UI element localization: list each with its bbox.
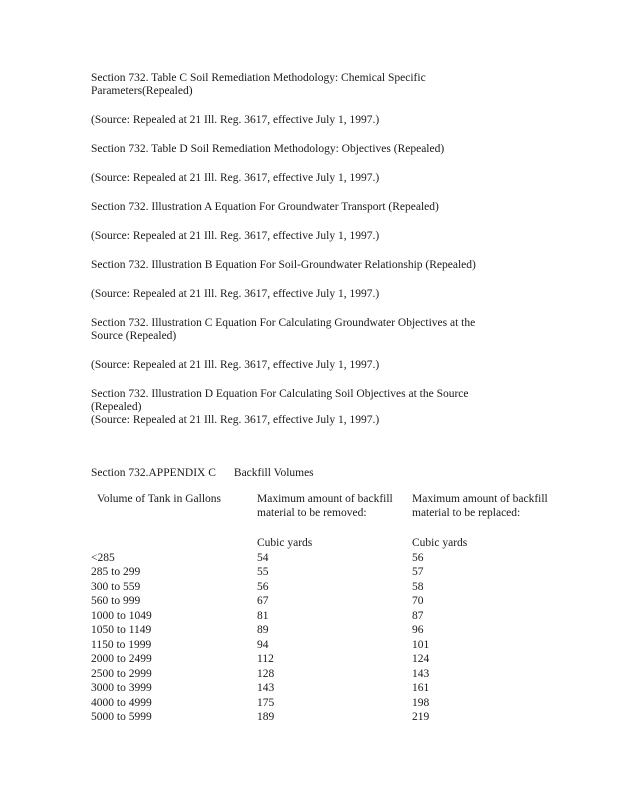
section-paragraph (91, 143, 591, 156)
cell-backfill-removed: 128 (257, 667, 275, 680)
paragraph-line: (Source: Repealed at 21 Ill. Reg. 3617, effective July 1, 1997.) (91, 288, 380, 300)
table-row (91, 696, 582, 711)
paragraph-gap (91, 343, 591, 359)
section-paragraph (91, 317, 591, 343)
section-paragraph (91, 259, 591, 272)
paragraph-gap (91, 243, 591, 259)
table-row (91, 667, 582, 682)
cell-backfill-removed: 189 (257, 711, 275, 723)
units-removed: Cubic yards (257, 537, 313, 549)
paragraph-line: (Source: Repealed at 21 Ill. Reg. 3617, effective July 1, 1997.) (91, 114, 380, 126)
section-paragraph (91, 230, 591, 243)
table-row (91, 594, 582, 609)
table-row (91, 710, 582, 725)
paragraph-line: (Source: Repealed at 21 Ill. Reg. 3617, effective July 1, 1997.) (91, 359, 380, 371)
paragraph-line: (Repealed) (91, 401, 142, 413)
cell-backfill-removed: 67 (257, 595, 269, 607)
units-blank (91, 520, 257, 551)
cell-tank-volume: 5000 to 5999 (91, 711, 152, 723)
paragraph-line: (Source: Repealed at 21 Ill. Reg. 3617, effective July 1, 1997.) (91, 414, 380, 426)
cell-backfill-removed: 112 (257, 653, 274, 665)
cell-tank-volume: 3000 to 3999 (91, 682, 152, 694)
cell-backfill-replaced: 161 (412, 682, 430, 694)
table-row (91, 652, 582, 667)
cell-tank-volume: 1150 to 1999 (91, 638, 152, 651)
cell-tank-volume: 300 to 559 (91, 580, 141, 593)
cell-backfill-replaced: 58 (412, 580, 424, 593)
table-row (91, 565, 582, 580)
table-row (91, 623, 582, 638)
paragraph-gap (91, 372, 591, 388)
cell-backfill-replaced: 143 (412, 667, 430, 680)
paragraph-gap (91, 185, 591, 201)
cell-tank-volume: <285 (91, 551, 115, 564)
table-row (91, 681, 582, 696)
appendix-title (91, 467, 591, 480)
table-row (91, 609, 582, 624)
col-header-volume: Volume of Tank in Gallons (97, 493, 221, 505)
cell-backfill-replaced: 124 (412, 653, 430, 665)
table-row (91, 580, 582, 595)
section-paragraph (91, 72, 591, 98)
table-units-row (91, 520, 582, 551)
paragraph-line: Section 732. Illustration B Equation For Soil-Groundwater Relationship (Repealed) (91, 259, 476, 271)
paragraph-line: (Source: Repealed at 21 Ill. Reg. 3617, effective July 1, 1997.) (91, 172, 380, 184)
cell-backfill-replaced: 70 (412, 595, 424, 607)
table-row (91, 551, 582, 566)
paragraph-line: Section 732. Table C Soil Remediation Methodology: Chemical Specific (91, 72, 426, 84)
cell-backfill-removed: 81 (257, 609, 269, 622)
cell-tank-volume: 1000 to 1049 (91, 609, 152, 622)
appendix-title-name: Backfill Volumes (233, 467, 314, 479)
paragraph-line: (Source: Repealed at 21 Ill. Reg. 3617, effective July 1, 1997.) (91, 230, 380, 242)
cell-tank-volume: 4000 to 4999 (91, 696, 152, 709)
units-replaced: Cubic yards (412, 537, 468, 549)
section-paragraph (91, 359, 591, 372)
cell-tank-volume: 285 to 299 (91, 566, 141, 578)
cell-tank-volume: 560 to 999 (91, 595, 141, 607)
section-paragraph (91, 388, 591, 427)
col-header-replaced: Maximum amount of backfill material to be replaced: (412, 493, 548, 519)
paragraph-line: Section 732. Illustration D Equation For Calculating Soil Objectives at the Source (91, 388, 469, 400)
cell-tank-volume: 1050 to 1149 (91, 624, 152, 636)
table-header-row (91, 493, 582, 520)
cell-backfill-replaced: 101 (412, 638, 430, 651)
cell-backfill-removed: 175 (257, 696, 275, 709)
cell-backfill-replaced: 219 (412, 711, 430, 723)
cell-backfill-replaced: 198 (412, 696, 430, 709)
cell-backfill-removed: 94 (257, 638, 269, 651)
paragraph-gap (91, 98, 591, 114)
paragraph-gap (91, 272, 591, 288)
appendix-title-section: Section 732.APPENDIX C (91, 467, 216, 479)
backfill-volumes-table (91, 493, 582, 725)
section-paragraph (91, 114, 591, 127)
paragraph-gap (91, 156, 591, 172)
section-paragraph (91, 172, 591, 185)
cell-backfill-replaced: 96 (412, 624, 424, 636)
paragraph-line: Section 732. Table D Soil Remediation Methodology: Objectives (Repealed) (91, 143, 445, 155)
cell-backfill-replaced: 56 (412, 551, 424, 564)
cell-backfill-removed: 143 (257, 682, 275, 694)
cell-backfill-removed: 54 (257, 551, 269, 564)
paragraph-gap (91, 301, 591, 317)
cell-backfill-removed: 55 (257, 566, 269, 578)
table-row (91, 638, 582, 653)
cell-tank-volume: 2500 to 2999 (91, 667, 152, 680)
paragraph-line: Section 732. Illustration A Equation For Groundwater Transport (Repealed) (91, 201, 439, 213)
paragraph-gap (91, 214, 591, 230)
paragraph-line: Source (Repealed) (91, 330, 177, 342)
cell-backfill-replaced: 87 (412, 609, 424, 622)
cell-backfill-removed: 56 (257, 580, 269, 593)
col-header-removed: Maximum amount of backfill material to be removed: (257, 493, 393, 519)
cell-tank-volume: 2000 to 2499 (91, 653, 152, 665)
section-paragraph (91, 288, 591, 301)
paragraph-line: Parameters(Repealed) (91, 85, 193, 97)
paragraph-line: Section 732. Illustration C Equation For Calculating Groundwater Objectives at the (91, 317, 476, 329)
section-paragraph (91, 201, 591, 214)
cell-backfill-replaced: 57 (412, 566, 424, 578)
paragraph-gap (91, 127, 591, 143)
repealed-sections (91, 72, 591, 427)
document-page (91, 72, 591, 725)
cell-backfill-removed: 89 (257, 624, 269, 636)
